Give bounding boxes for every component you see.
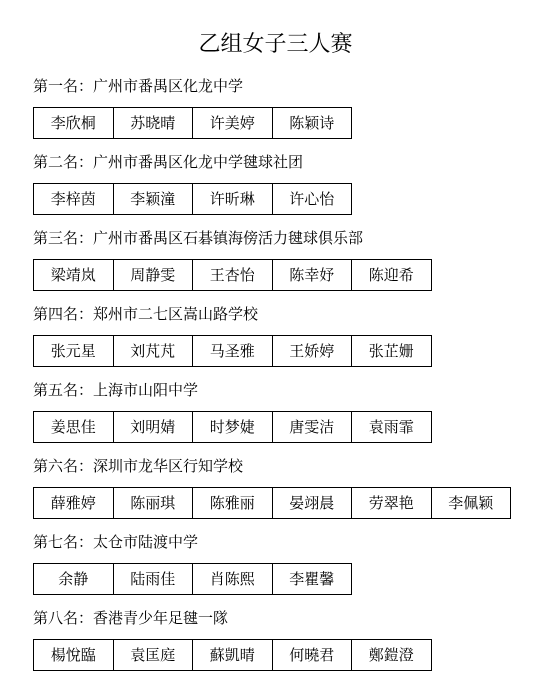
member-name-cell: 许心怡 xyxy=(272,183,353,215)
member-name-cell: 马圣雅 xyxy=(192,335,273,367)
team-members-table xyxy=(33,487,511,519)
member-name-cell: 李瞿馨 xyxy=(272,563,353,595)
member-name-cell: 姜思佳 xyxy=(33,411,114,443)
member-name-cell: 刘芃芃 xyxy=(113,335,194,367)
member-name-cell: 周静雯 xyxy=(113,259,194,291)
member-name-cell: 陈雅丽 xyxy=(192,487,273,519)
member-name-cell: 许美婷 xyxy=(192,107,273,139)
team-members-table xyxy=(33,639,511,671)
member-name-cell: 时梦婕 xyxy=(192,411,273,443)
member-name-cell: 晏翊晨 xyxy=(272,487,353,519)
member-name-cell: 刘明婧 xyxy=(113,411,194,443)
member-name-cell: 苏晓晴 xyxy=(113,107,194,139)
member-name-cell: 劳翠艳 xyxy=(351,487,432,519)
member-name-cell: 袁匡庭 xyxy=(113,639,194,671)
member-name-cell: 袁雨霏 xyxy=(351,411,432,443)
rank-heading: 第二名：广州市番禺区化龙中学毽球社团 xyxy=(33,153,304,171)
rank-heading: 第一名：广州市番禺区化龙中学 xyxy=(33,77,244,95)
rank-heading: 第八名：香港青少年足毽一隊 xyxy=(33,609,229,627)
member-name-cell: 李佩颖 xyxy=(431,487,512,519)
rank-section xyxy=(33,304,511,380)
page-title: 乙组女子三人赛 xyxy=(198,32,353,57)
rank-section xyxy=(33,456,511,532)
member-name-cell: 王娇婷 xyxy=(272,335,353,367)
rank-section xyxy=(33,608,511,684)
member-name-cell: 张芷姗 xyxy=(351,335,432,367)
team-members-table xyxy=(33,107,511,139)
member-name-cell: 陈迎希 xyxy=(351,259,432,291)
member-name-cell: 许昕琳 xyxy=(192,183,273,215)
team-members-table xyxy=(33,259,511,291)
rank-heading: 第六名：深圳市龙华区行知学校 xyxy=(33,457,244,475)
member-name-cell: 蘇凱晴 xyxy=(192,639,273,671)
team-members-table xyxy=(33,411,511,443)
member-name-cell: 陈颖诗 xyxy=(272,107,353,139)
rank-section xyxy=(33,228,511,304)
results-list xyxy=(33,76,511,684)
member-name-cell: 张元星 xyxy=(33,335,114,367)
member-name-cell: 肖陈熙 xyxy=(192,563,273,595)
member-name-cell: 梁靖岚 xyxy=(33,259,114,291)
rank-heading: 第四名：郑州市二七区嵩山路学校 xyxy=(33,305,259,323)
team-members-table xyxy=(33,183,511,215)
member-name-cell: 唐雯洁 xyxy=(272,411,353,443)
member-name-cell: 李梓茵 xyxy=(33,183,114,215)
rank-heading: 第七名：太仓市陆渡中学 xyxy=(33,533,199,551)
member-name-cell: 陈幸妤 xyxy=(272,259,353,291)
member-name-cell: 王杏怡 xyxy=(192,259,273,291)
team-members-table xyxy=(33,335,511,367)
member-name-cell: 鄭鎧澄 xyxy=(351,639,432,671)
member-name-cell: 陈丽琪 xyxy=(113,487,194,519)
member-name-cell: 楊悅臨 xyxy=(33,639,114,671)
member-name-cell: 李欣桐 xyxy=(33,107,114,139)
rank-section xyxy=(33,76,511,152)
member-name-cell: 陆雨佳 xyxy=(113,563,194,595)
rank-section xyxy=(33,532,511,608)
rank-heading: 第五名：上海市山阳中学 xyxy=(33,381,199,399)
rank-heading: 第三名：广州市番禺区石碁镇海傍活力毽球俱乐部 xyxy=(33,229,364,247)
member-name-cell: 李颖潼 xyxy=(113,183,194,215)
team-members-table xyxy=(33,563,511,595)
rank-section xyxy=(33,380,511,456)
member-name-cell: 薛雅婷 xyxy=(33,487,114,519)
member-name-cell: 余静 xyxy=(33,563,114,595)
rank-section xyxy=(33,152,511,228)
member-name-cell: 何曉君 xyxy=(272,639,353,671)
